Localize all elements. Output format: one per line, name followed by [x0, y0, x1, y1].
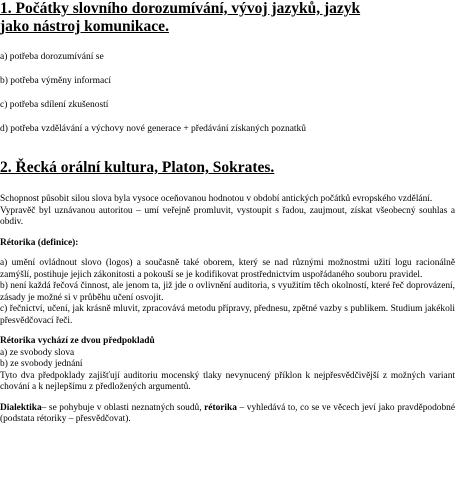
- dialectic-text: – se pohybuje v oblasti neznatných soudů,: [41, 402, 205, 413]
- premises-title: Rétorika vychází ze dvou předpokladů: [0, 336, 155, 346]
- list-item: d) potřeba vzdělávání a výchovy nové generace + předávání získaných poznatků: [0, 124, 307, 134]
- section1-heading-line1: 1. Počátky slovního dorozumívání, vývoj jazyků, jazyk: [0, 0, 361, 17]
- dialectic-paragraph: [0, 403, 455, 426]
- intro-paragraph: Schopnost působit silou slova byla vysoce oceňovanou hodnotou v období antických počátků evropského vzdělání.: [0, 194, 433, 204]
- definition-c: c) řečnictví, učení, jak krásně mluvit, zpracovává metodu přípravy, přednesu, zpětné vazby s publikem. Studium jakékoli přesvědčovací řeči.: [0, 304, 455, 326]
- premise-b: b) ze svobody jednání: [0, 359, 83, 369]
- list-item: c) potřeba sdílení zkušeností: [0, 100, 109, 110]
- definition-a: a) umění ovládnout slovo (logos) a současně také oborem, který se nad různými možnostmi užití logu racionálně zamýšlí, postihuje jejich zákonitosti a pokouší se je kodifikovat prostřednictvím uspořádaného souboru pravidel.: [0, 258, 455, 280]
- definition-b: b) není každá řečová činnost, ale jenom ta, již jde o ovlivnění auditoria, s využitím těch okolností, které řeč doprovázení, zásady je možné si v průběhu učení osvojit.: [0, 281, 455, 303]
- list-item: b) potřeba výměny informací: [0, 76, 112, 86]
- premise-a: a) ze svobody slova: [0, 347, 75, 358]
- premises-paragraph: Tyto dva předpoklady zajišťují auditoriu mocenský tlaky nevynucený příklon k nejpřesvědčivější z možných variant chování a k nejlepšímu z předložených argumentů.: [0, 370, 455, 392]
- section1-heading: [0, 0, 460, 36]
- list-item: a) potřeba dorozumívání se: [0, 52, 104, 62]
- rhetorika-text: – vyhledává to, co se ve věcech jeví jako pravděpodobné (podstata rétoriky – přesvědčovat).: [0, 402, 455, 424]
- intro-paragraph-2: Vypravěč byl uznávanou autoritou – umí veřejně promluvit, vystoupit s řadou, zaujmout, získat všeobecný souhlas a obdiv.: [0, 205, 455, 227]
- section2-body: [0, 194, 455, 426]
- rhetoric-definition-title: Rétorika (definice):: [0, 237, 79, 248]
- rhetorika-label: rétorika: [204, 402, 237, 413]
- dialectic-label: Dialektika: [0, 402, 42, 413]
- section2-heading: 2. Řecká orální kultura, Platon, Sokrates.: [0, 159, 275, 176]
- section1-heading-line2: jako nástroj komunikace.: [0, 18, 169, 35]
